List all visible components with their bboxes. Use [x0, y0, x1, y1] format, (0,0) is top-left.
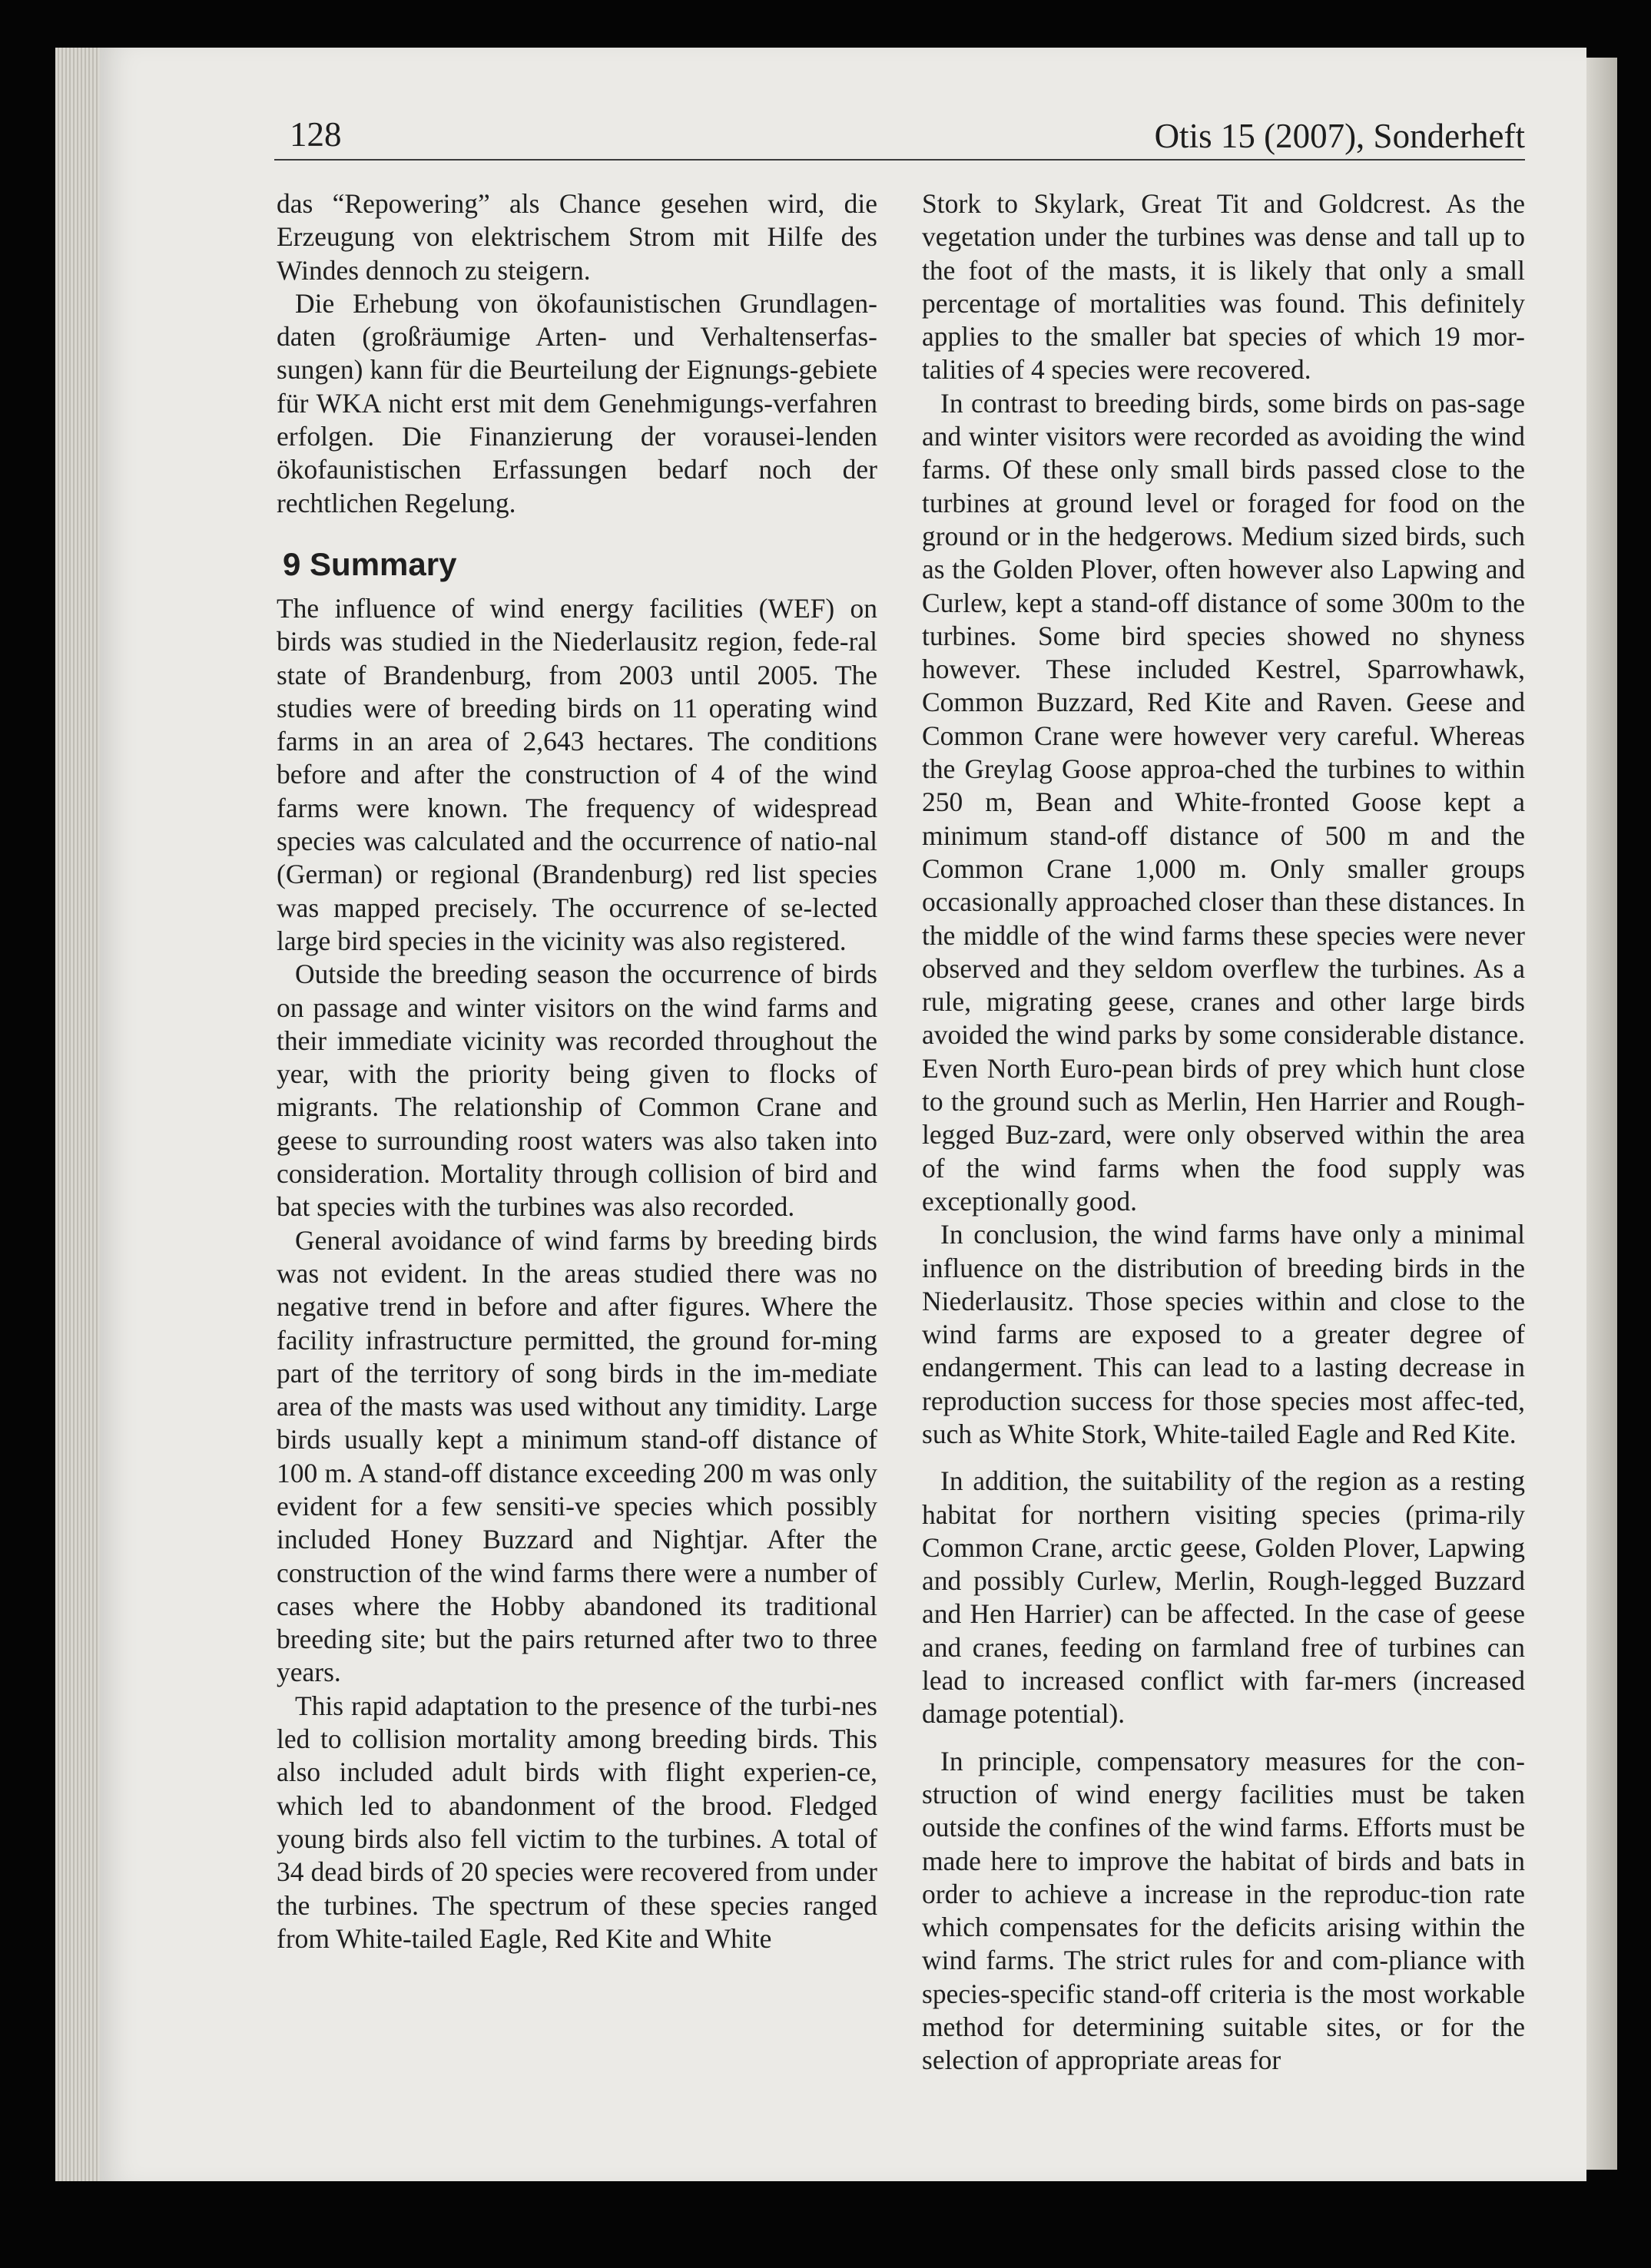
summary-paragraph-7: In conclusion, the wind farms have only a minimal influence on the distribution of breeding birds in the Niederlausitz. Those species within and close to the wind farms are exposed to a greater degree of endangerment. This can lead to a lasting decrease in reproduction success for those species most affec-ted, such as White Stork, White-tailed Eagle and Red Kite.: [922, 1219, 1525, 1449]
section-heading-summary: 9 Summary: [283, 545, 457, 582]
paragraph-repowering: das “Repowering” als Chance gesehen wird, die Erzeugung von elektrischem Strom mit Hilfe des Windes dennoch zu steigern.: [277, 188, 877, 286]
summary-paragraph-6: In contrast to breeding birds, some birds on pas-sage and winter visitors were recorded as avoiding the wind farms. Of these only small birds passed close to the turbines at ground level or foraged for food on the ground or in the hedgerows. Medium sized birds, such as the Golden Plover, often however also Lapwing and Curlew, kept a stand-off distance of some 300m to the turbines. Some bird species showed no shyness however. These included Kestrel, Sparrowhawk, Common Buzzard, Red Kite and Raven. Geese and Common Crane were however very careful. Whereas the Greylag Goose approa-ched the turbines to within 250 m, Bean and White-fronted Goose kept a minimum stand-off distance of 500 m and the Common Crane 1,000 m. Only smaller groups occasionally approached closer than these distances. In the middle of the wind farms these species were never observed and they seldom overflew the turbines. As a rule, migrating geese, cranes and other large birds avoided the wind parks by some considerable distance. Even North Euro-pean birds of prey which hunt close to the ground such as Merlin, Hen Harrier and Rough-legged Buz-zard, were only observed within the area of the wind farms when the food supply was exceptionally good.: [922, 387, 1525, 1217]
right-text-column: [922, 187, 1525, 2078]
left-text-column: [277, 187, 877, 1955]
paragraph-spacer: [922, 1731, 1525, 1745]
summary-paragraph-1: The influence of wind energy facilities (WEF) on birds was studied in the Niederlausitz region, fede-ral state of Brandenburg, from 2003 until 2005. The studies were of breeding birds on 11 operating wind farms in an area of 2,643 hectares. The conditions before and after the construction of 4 of the wind farms were known. The frequency of widespread species was calculated and the occurrence of natio-nal (German) or regional (Brandenburg) red list species was mapped precisely. The occurrence of se-lected large bird species in the vicinity was also registered.: [277, 592, 877, 956]
summary-paragraph-8: In addition, the suitability of the region as a resting habitat for northern visiting species (prima-rily Common Crane, arctic geese, Golden Plover, Lapwing and possibly Curlew, Merlin, Rough-legged Buzzard and Hen Harrier) can be affected. In the case of geese and cranes, feeding on farmland free of turbines can lead to increased conflict with far-mers (increased damage potential).: [922, 1465, 1525, 1730]
journal-title: Otis 15 (2007), Sonderheft: [1154, 117, 1525, 155]
summary-paragraph-3: General avoidance of wind farms by breeding birds was not evident. In the areas studied there was no negative trend in before and after figures. Where the facility infrastructure permitted, the ground for-ming part of the territory of song birds in the im-mediate area of the masts was used without any timidity. Large birds usually kept a minimum stand-off distance of 100 m. A stand-off distance exceeding 200 m was only evident for a few sensiti-ve species which possibly included Honey Buzzard and Nightjar. After the construction of the wind farms there were a number of cases where the Hobby abandoned its traditional breeding site; but the pairs returned after two to three years.: [277, 1224, 877, 1688]
running-header: [274, 111, 1525, 161]
paragraph-spacer: [922, 1451, 1525, 1465]
summary-paragraph-9: In principle, compensatory measures for the con-struction of wind energy facilities must be taken outside the confines of the wind farms. Efforts must be made here to improve the habitat of birds and bats in order to achieve a increase in the reproduc-tion rate which compensates for the deficits arising within the wind farms. The strict rules for and com-pliance with species-specific stand-off criteria is the most workable method for determining suitable sites, or for the selection of appropriate areas for: [922, 1745, 1525, 2076]
page-number: 128: [290, 115, 342, 154]
facing-page-edge: [1586, 58, 1617, 2170]
summary-paragraph-4: This rapid adaptation to the presence of the turbi-nes led to collision mortality among breeding birds. This also included adult birds with flight experien-ce, which led to abandonment of the brood. Fledged young birds also fell victim to the turbines. A total of 34 dead birds of 20 species were recovered from under the turbines. The spectrum of these species ranged from White-tailed Eagle, Red Kite and White: [277, 1690, 877, 1954]
paragraph-ecofaunistic-data: Die Erhebung von ökofaunistischen Grundlagen-daten (großräumige Arten- und Verhaltenserfas-sungen) kann für die Beurteilung der Eignungs-gebiete für WKA nicht erst mit dem Genehmigungs-verfahren erfolgen. Die Finanzierung der vorausei-lenden ökofaunistischen Erfassungen bedarf noch der rechtlichen Regelung.: [277, 287, 877, 518]
summary-paragraph-5: Stork to Skylark, Great Tit and Goldcrest. As the vegetation under the turbines was dense and tall up to the foot of the masts, it is likely that only a small percentage of mortalities was found. This definitely applies to the smaller bat species of which 19 mor-talities of 4 species were recovered.: [922, 188, 1525, 386]
summary-paragraph-2: Outside the breeding season the occurrence of birds on passage and winter visitors on the wind farms and their immediate vicinity was recorded throughout the year, with the priority being given to flocks of migrants. The relationship of Common Crane and geese to surrounding roost waters was also taken into consideration. Mortality through collision of bird and bat species with the turbines was also recorded.: [277, 959, 877, 1223]
